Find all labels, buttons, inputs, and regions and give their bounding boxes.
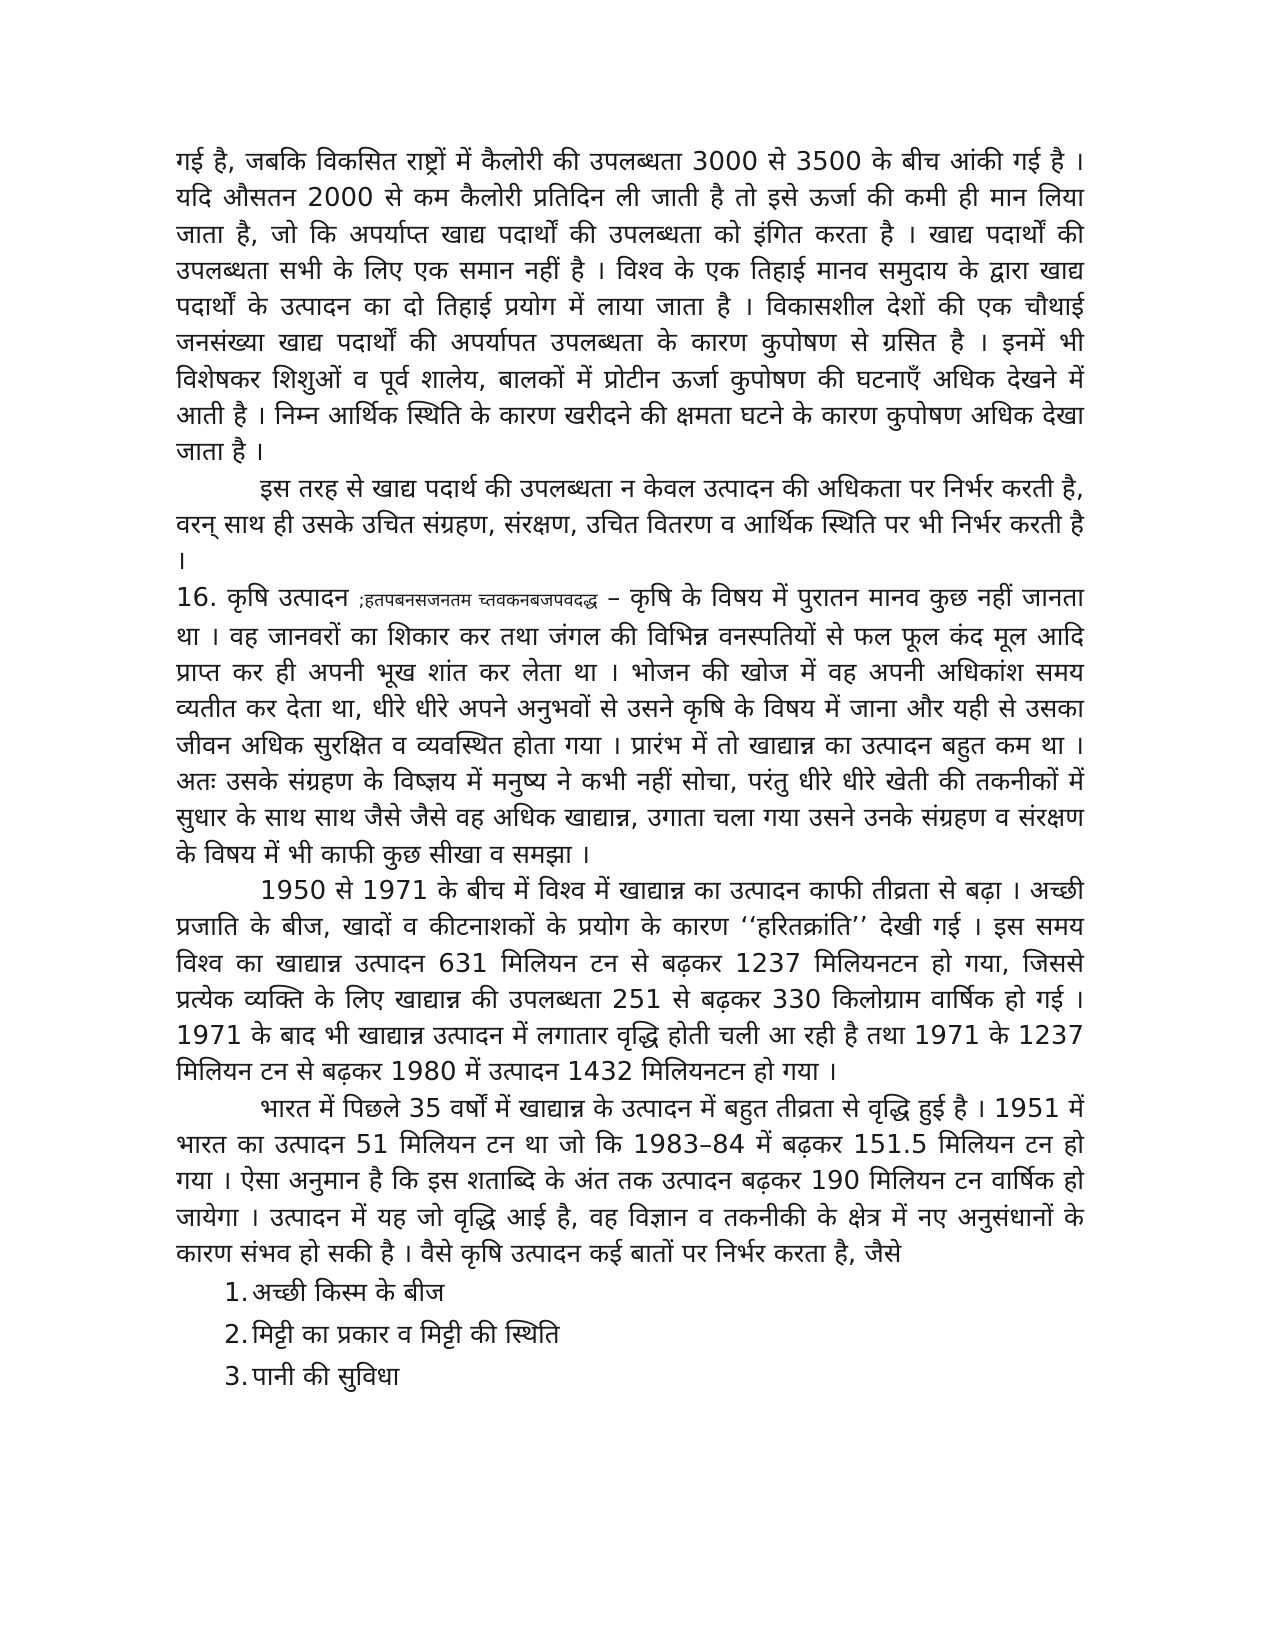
section-heading: 16. कृषि उत्पादन (176, 582, 349, 613)
list-item-text: अच्छी किस्म के बीज (252, 1278, 445, 1309)
list-item-number: 1. (224, 1278, 249, 1309)
list-item (176, 1314, 1084, 1356)
document-page (176, 144, 1084, 1398)
paragraph-food-availability-summary: इस तरह से खाद्य पदार्थ की उपलब्धता न केवल उत्पादन की अधिकता पर निर्भर करती है, वरन् साथ ही उसके उचित संग्रहण, संरक्षण, उचित वितरण व आर्थिक स्थिति पर भी निर्भर करती है । (176, 473, 1084, 577)
list-item-number: 3. (224, 1362, 249, 1393)
paragraph-world-production: 1950 से 1971 के बीच में विश्व में खाद्यान्न का उत्पादन काफी तीव्रता से बढ़ा । अच्छी प्रजाति के बीज, खादों व कीटनाशकों के प्रयोग के कारण ‘‘हरितक्रांति’’ देखी गई । इस समय विश्व का खाद्यान्न उत्पादन 631 मिलियन टन से बढ़कर 1237 मिलियनटन हो गया, जिससे प्रत्येक व्यक्ति के लिए खाद्यान्न की उपलब्धता 251 से बढ़कर 330 किलोग्राम वार्षिक हो गई । 1971 के बाद भी खाद्यान्न उत्पादन में लगातार वृद्धि होती चली आ रही है तथा 1971 के 1237 मिलियन टन से बढ़कर 1980 में उत्पादन 1432 मिलियनटन हो गया । (176, 875, 1084, 1088)
factor-list (176, 1272, 1084, 1398)
list-item (176, 1272, 1084, 1314)
list-item (176, 1356, 1084, 1398)
paragraph-india-production: भारत में पिछले 35 वर्षों में खाद्यान्न के उत्पादन में बहुत तीव्रता से वृद्धि हुई है । 1951 में भारत का उत्पादन 51 मिलियन टन था जो कि 1983–84 में बढ़कर 151.5 मिलियन टन हो गया । ऐसा अनुमान है कि इस शताब्दि के अंत तक उत्पादन बढ़कर 190 मिलियन टन वार्षिक हो जायेगा । उत्पादन में यह जो वृद्धि आई है, वह विज्ञान व तकनीकी के क्षेत्र में नए अनुसंधानों के कारण संभव हो सकी है । वैसे कृषि उत्पादन कई बातों पर निर्भर करता है, जैसे (176, 1093, 1084, 1269)
section-heading-english-garbled: ;हतपबनसजनतम च्तवकनबजपवदद्ध (358, 589, 598, 611)
section-body-text: – कृषि के विषय में पुरातन मानव कुछ नहीं जानता था । वह जानवरों का शिकार कर तथा जंगल की विभिन्न वनस्पतियों से फल फूल कंद मूल आदि प्राप्त कर ही अपनी भूख शांत कर लेता था । भोजन की खोज में वह अपनी अधिकांश समय व्यतीत कर देता था, धीरे धीरे अपने अनुभवों से उसने कृषि के विषय में जाना और यही से उसका जीवन अधिक सुरक्षित व व्यवस्थित होता गया । प्रारंभ में तो खाद्यान्न का उत्पादन बहुत कम था । अतः उसके संग्रहण के विष्ज्ञय में मनुष्य ने कभी नहीं सोचा, परंतु धीरे धीरे खेती की तकनीकों में सुधार के साथ साथ जैसे जैसे वह अधिक खाद्यान्न, उगाता चला गया उसने उनके संग्रहण व संरक्षण के विषय में भी काफी कुछ सीखा व समझा । (176, 582, 1085, 870)
paragraph-calorie-availability: गई है, जबकि विकसित राष्ट्रों में कैलोरी की उपलब्धता 3000 से 3500 के बीच आंकी गई है । यदि औसतन 2000 से कम कैलोरी प्रतिदिन ली जाती है तो इसे ऊर्जा की कमी ही मान लिया जाता है, जो कि अपर्याप्त खाद्य पदार्थों की उपलब्धता को इंगित करता है । खाद्य पदार्थों की उपलब्धता सभी के लिए एक समान नहीं है । विश्व के एक तिहाई मानव समुदाय के द्वारा खाद्य पदार्थों के उत्पादन का दो तिहाई प्रयोग में लाया जाता है । विकासशील देशों की एक चौथाई जनसंख्या खाद्य पदार्थों की अपर्यापत उपलब्धता के कारण कुपोषण से ग्रसित है । इनमें भी विशेषकर शिशुओं व पूर्व शालेय, बालकों में प्रोटीन ऊर्जा कुपोषण की घटनाएँ अधिक देखने में आती है । निम्न आर्थिक स्थिति के कारण खरीदने की क्षमता घटने के कारण कुपोषण अधिक देखा जाता है । (176, 147, 1084, 468)
list-item-text: पानी की सुविधा (252, 1362, 400, 1393)
list-item-number: 2. (224, 1320, 249, 1351)
list-item-text: मिट्टी का प्रकार व मिट्टी की स्थिति (252, 1320, 560, 1351)
paragraph-agricultural-production (176, 580, 1084, 873)
